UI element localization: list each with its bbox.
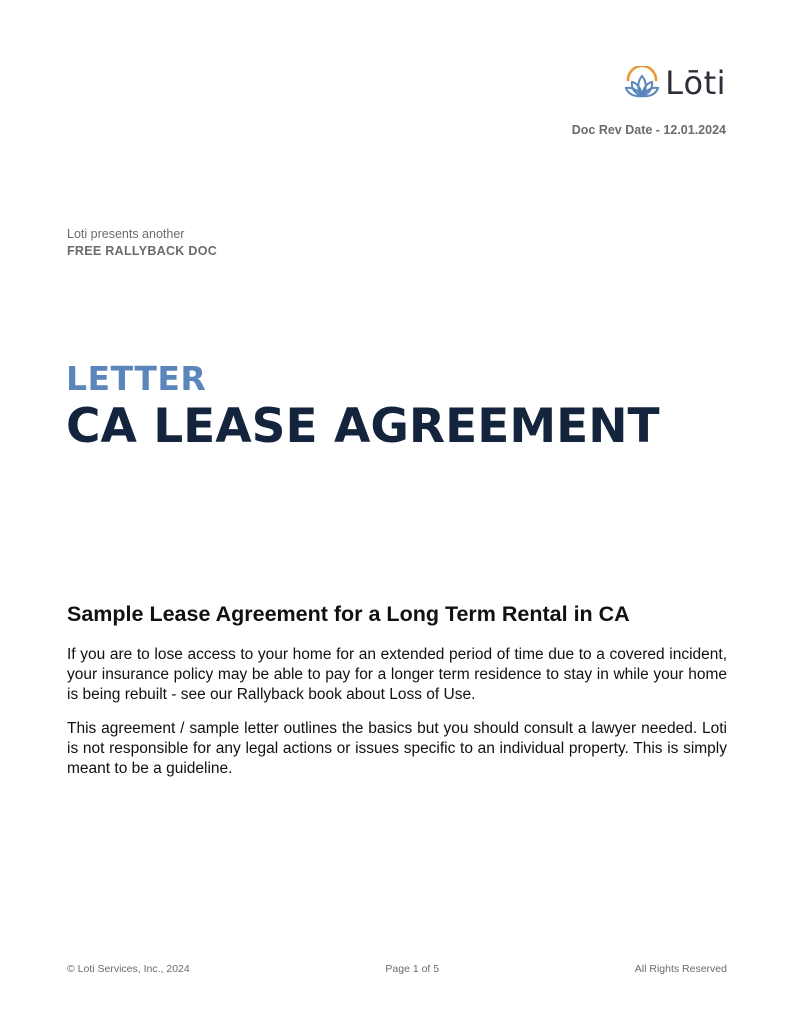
- loti-logo: [623, 66, 726, 100]
- logo-wordmark: Lōti: [665, 64, 726, 102]
- footer-rights: All Rights Reserved: [634, 963, 727, 975]
- doc-main-title: CA LEASE AGREEMENT: [66, 399, 660, 454]
- intro-line: Loti presents another: [67, 227, 185, 241]
- section-heading: Sample Lease Agreement for a Long Term Rental in CA: [67, 602, 630, 626]
- doc-category-title: LETTER: [66, 359, 207, 398]
- description-section: [67, 600, 727, 793]
- lotus-icon: [623, 66, 661, 100]
- footer-copyright: © Loti Services, Inc., 2024: [67, 963, 190, 975]
- intro-block: [67, 226, 217, 260]
- section-paragraph: If you are to lose access to your home for an extended period of time due to a covered incident, your insurance policy may be able to pay for a longer term residence to stay in while your home is being rebuilt - see our Rallyback book about Loss of Use.: [67, 646, 727, 703]
- doc-revision-date: Doc Rev Date - 12.01.2024: [571, 123, 726, 137]
- page-footer: [67, 963, 727, 975]
- title-block: [66, 360, 660, 456]
- intro-doc-type: FREE RALLYBACK DOC: [67, 244, 218, 258]
- section-paragraph: This agreement / sample letter outlines the basics but you should consult a lawyer needed. Loti is not responsible for any legal actions or issues specific to an individual property. This is simply meant to be a guideline.: [67, 720, 727, 777]
- footer-page-number: Page 1 of 5: [385, 963, 440, 975]
